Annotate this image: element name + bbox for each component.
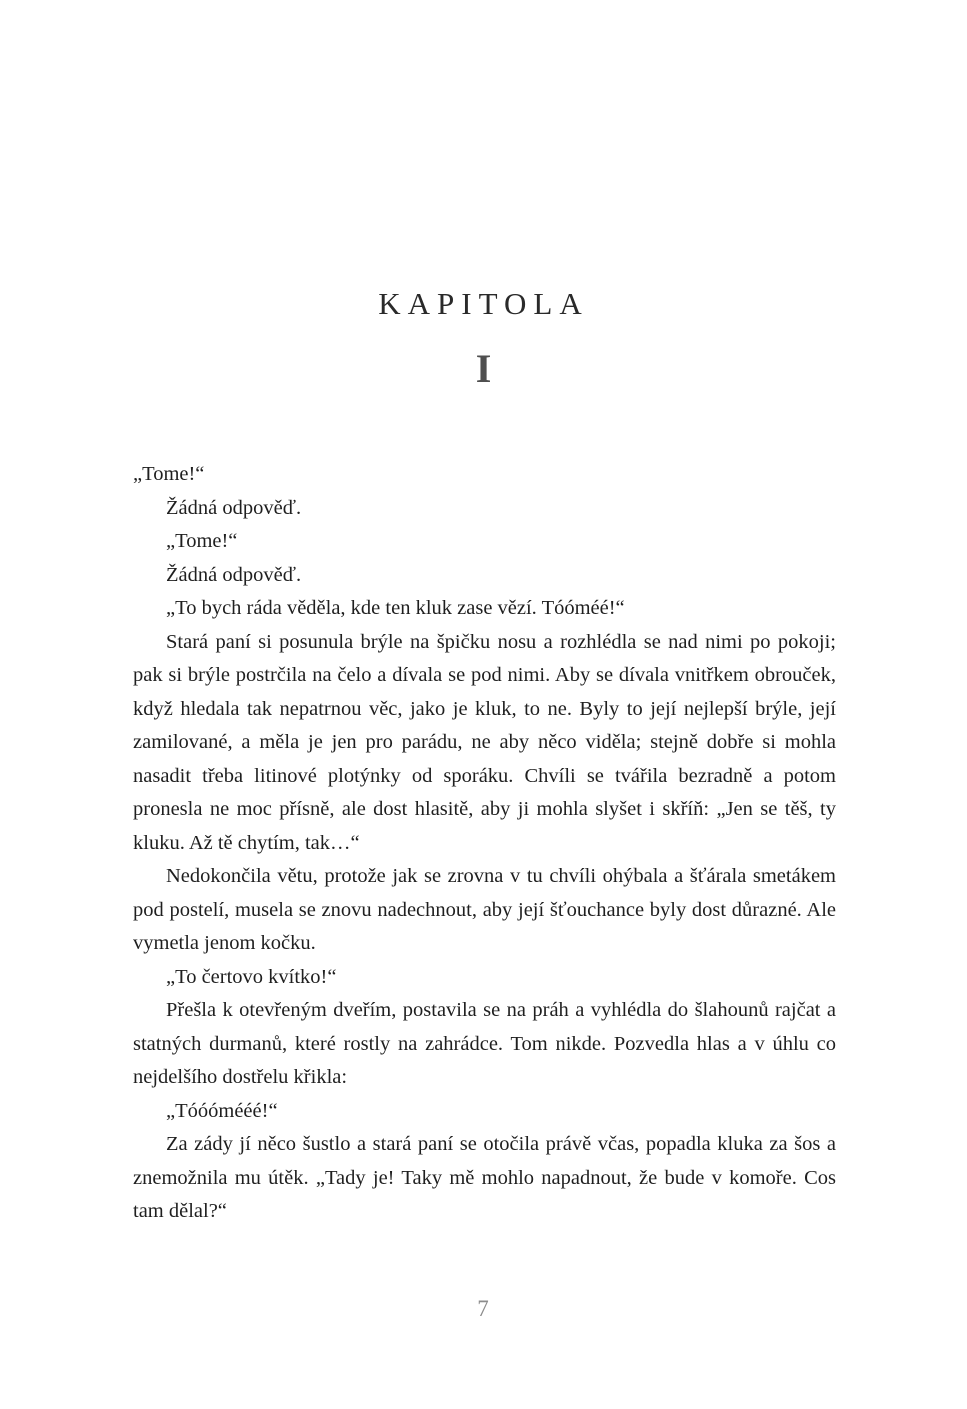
paragraph: „To čertovo kvítko!“ [166,965,337,988]
chapter-heading [0,286,967,389]
page-number: 7 [477,1296,490,1321]
paragraph: „Tóóómééé!“ [166,1099,278,1122]
paragraph: Nedokončila větu, protože jak se zrovna v tu chvíli ohýbala a šťárala smetákem pod postelí, musela se znovu nadechnout, aby její šťouchance byly dost důrazné. Ale vymetla jenom kočku. [133,865,836,954]
paragraph: Žádná odpověď. [166,563,302,586]
paragraph: Stará paní si posunula brýle na špičku nosu a rozhlédla se nad nimi po pokoji; pak si brýle postrčila na čelo a dívala se pod nimi. Aby se dívala vnitřkem obrouček, když hledala tak nepatrnou věc, jako je kluk, to ne. Byly to její nejlepší brýle, její zamilované, a měla je jen pro parádu, ne aby něco viděla; stejně dobře si mohla nasadit třeba litinové plotýnky od sporáku. Chvíli se tvářila bezradně a potom pronesla ne moc přísně, ale dost hlasitě, aby ji mohla slyšet i skříň: „Jen se těš, ty kluku. Až tě chytím, tak…“ [133,630,836,854]
paragraph: Za zády jí něco šustlo a stará paní se otočila právě včas, popadla kluka za šos a znemožnila mu útěk. „Tady je! Taky mě mohlo napadnout, že bude v komoře. Cos tam dělal?“ [133,1133,836,1222]
paragraph: „Tome!“ [133,463,205,485]
paragraph: Žádná odpověď. [166,496,302,519]
chapter-number: I [475,346,492,391]
paragraph: „To bych ráda věděla, kde ten kluk zase vězí. Tóóméé!“ [166,597,625,619]
page-footer [0,1296,967,1322]
body-text [133,458,836,1229]
paragraph: „Tome!“ [166,530,238,552]
paragraph: Přešla k otevřeným dveřím, postavila se na práh a vyhlédla do šlahounů rajčat a statných durmanů, které rostly na zahrádce. Tom nikde. Pozvedla hlas a v úhlu co nejdelšího dostřelu křikla: [133,999,836,1088]
chapter-label: KAPITOLA [378,286,589,321]
